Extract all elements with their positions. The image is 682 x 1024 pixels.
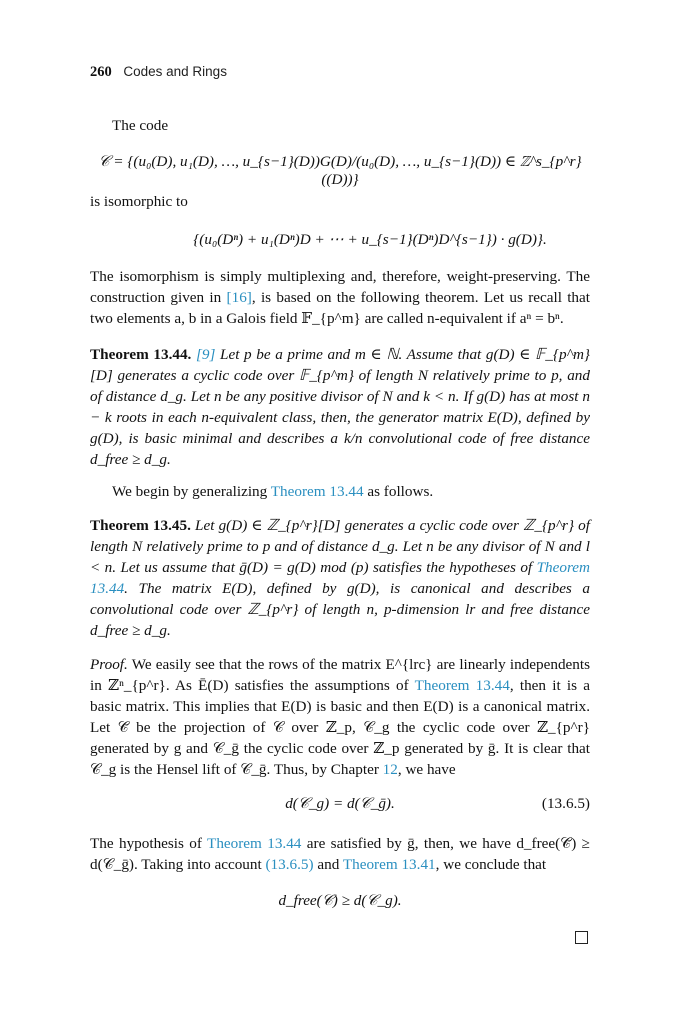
equation-link[interactable]: (13.6.5) [265,856,314,873]
paragraph-text: as follows. [363,483,434,500]
paragraph-isomorphism [90,266,590,329]
equation-code-definition: 𝒞 = {(u₀(D), u₁(D), …, u_{s−1}(D))G(D)/(u₀(D), …, u_{s−1}(D)) ∈ ℤ^s_{p^r}((D))} [98,153,582,188]
paragraph-text: , is based on the following theorem. Let us recall that two elements a, b in a Galois field 𝔽_{p^m} are called n-equivalent if aⁿ = bⁿ. [90,289,590,327]
paragraph-text: and [313,856,343,873]
theorem-link[interactable]: Theorem 13.44 [90,559,590,597]
intro-text: The code [112,117,169,134]
theorem-body: Let p be a prime and m ∈ ℕ. Assume that g(D) ∈ 𝔽_{p^m}[D] generates a cyclic code over 𝔽_{p^m} of length N relatively prime to p, and of distance d_g. Let n be any positive divisor of N and k < n. If g(D) has at most n − k roots in each n-equivalent class, then, the generator matrix E(D), defined by g(D), is basic minimal and describes a k/n convolutional code of free distance d_free ≥ d_g. [90,346,590,468]
paragraph-text: The isomorphism is simply multiplexing and, therefore, weight-preserving. The construction given in [90,268,590,306]
paragraph-generalizing [90,481,590,502]
equation-isomorphism: {(u₀(Dⁿ) + u₁(Dⁿ)D + ⋯ + u_{s−1}(Dⁿ)D^{s−1}) · g(D)}. [193,231,547,248]
theorem-heading: Theorem 13.44. [90,346,192,363]
theorem-13-44 [90,344,590,470]
paragraph-hypothesis [90,833,590,875]
chapter-link[interactable]: 12 [382,761,398,778]
running-title: Codes and Rings [123,64,227,79]
theorem-link[interactable]: Theorem 13.41 [342,856,436,873]
paragraph-text: , we conclude that [435,856,547,873]
theorem-link[interactable]: Theorem 13.44 [207,835,302,852]
theorem-link[interactable]: Theorem 13.44 [270,483,364,500]
proof-label: Proof. [90,656,128,673]
citation-link[interactable]: [9] [195,346,216,363]
equation-distance [90,795,590,813]
theorem-heading: Theorem 13.45. [90,517,191,534]
paragraph-text: We begin by generalizing [112,483,271,500]
theorem-body: Let g(D) ∈ ℤ_{p^r}[D] generates a cyclic code over ℤ_{p^r} of length N relatively prime to p and of distance d_g. Let n be any divisor of N and l < n. Let us assume that ḡ(D) = g(D) mod (p) satisfies the hypotheses of [90,517,590,576]
running-header [90,64,227,81]
proof-text: We easily see that the rows of the matrix E^{lrc} are linearly independents in ℤⁿ_{p^r}. As Ē(D) satisfies the assumptions of [90,656,590,694]
theorem-13-45 [90,515,590,641]
equation-number: (13.6.5) [541,795,590,812]
proof-text: , we have [397,761,456,778]
isomorphic-text: is isomorphic to [90,193,188,210]
page-number: 260 [90,64,112,80]
equation-final: d_free(𝒞) ≥ d(𝒞_g). [278,892,402,909]
citation-link[interactable]: [16] [226,289,252,306]
paragraph-text: are satisfied by ḡ, then, we have d_free(𝒞̄) ≥ d(𝒞_ḡ). Taking into account [90,835,590,873]
theorem-body: . The matrix E(D), defined by g(D), is canonical and describes a convolutional code over ℤ_{p^r} of length n, p-dimension lr and free distance d_free ≥ d_g. [90,580,590,639]
equation-body: d(𝒞_g) = d(𝒞_ḡ). [285,795,395,812]
paragraph-text: The hypothesis of [90,835,208,852]
proof-paragraph [90,654,590,780]
qed-icon [575,931,588,944]
theorem-link[interactable]: Theorem 13.44 [414,677,510,694]
proof-text: , then it is a basic matrix. This implies that E(D) is basic and then E(D) is a canonical matrix. Let 𝒞̄ be the projection of 𝒞 over ℤ_p, 𝒞_g the cyclic code over ℤ_{p^r} generated by g and 𝒞_ḡ the cyclic code over ℤ_p generated by ḡ. It is clear that 𝒞_g is the Hensel lift of 𝒞_ḡ. Thus, by Chapter [90,677,590,778]
